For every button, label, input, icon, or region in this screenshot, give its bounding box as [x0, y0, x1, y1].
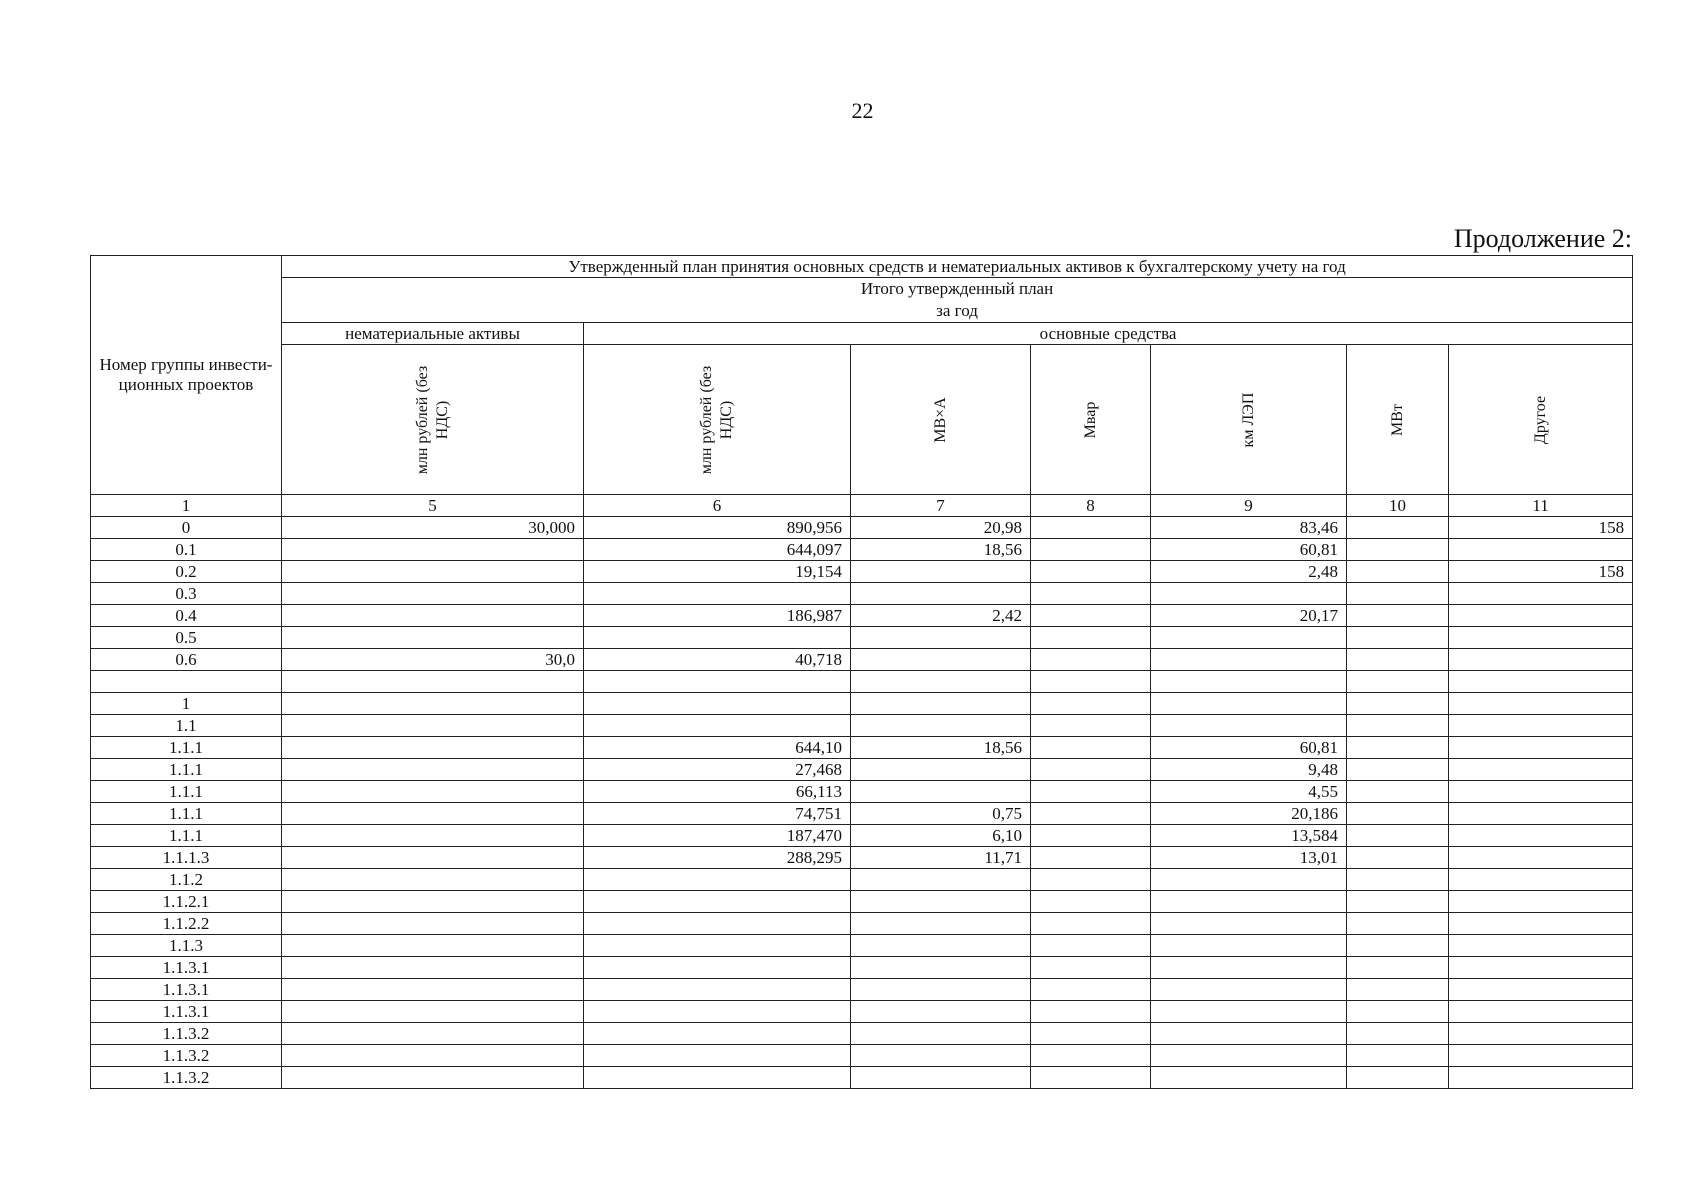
value-cell-c10: [1347, 1023, 1449, 1045]
value-cell-c7: [851, 913, 1031, 935]
value-cell-c6: 644,10: [584, 737, 851, 759]
value-cell-c6: 187,470: [584, 825, 851, 847]
value-cell-c5: [282, 1001, 584, 1023]
value-cell-c11: [1449, 605, 1633, 627]
unit-header-c11: [1449, 345, 1633, 495]
group-number-cell: 1.1.1: [91, 803, 282, 825]
header-row-categories: [91, 323, 1633, 345]
column-number: 7: [851, 495, 1031, 517]
group-number-cell: 1.1.3: [91, 935, 282, 957]
group-number-cell: 0.2: [91, 561, 282, 583]
value-cell-c10: [1347, 781, 1449, 803]
value-cell-c6: [584, 913, 851, 935]
table-row: [91, 847, 1633, 869]
value-cell-c8: [1031, 1023, 1151, 1045]
group-number-cell: 1.1.3.1: [91, 957, 282, 979]
value-cell-c5: [282, 1067, 584, 1089]
value-cell-c5: [282, 847, 584, 869]
value-cell-c11: [1449, 693, 1633, 715]
value-cell-c6: 74,751: [584, 803, 851, 825]
value-cell-c9: [1151, 1001, 1347, 1023]
value-cell-c9: [1151, 671, 1347, 693]
value-cell-c7: [851, 1045, 1031, 1067]
value-cell-c6: 288,295: [584, 847, 851, 869]
value-cell-c10: [1347, 693, 1449, 715]
value-cell-c8: [1031, 913, 1151, 935]
continuation-label: Продолжение 2:: [1453, 224, 1632, 253]
table-row: [91, 649, 1633, 671]
value-cell-c11: [1449, 539, 1633, 561]
value-cell-c8: [1031, 1045, 1151, 1067]
table-row: [91, 957, 1633, 979]
group-number-cell: [91, 671, 282, 693]
value-cell-c9: [1151, 979, 1347, 1001]
value-cell-c10: [1347, 649, 1449, 671]
value-cell-c5: [282, 715, 584, 737]
value-cell-c11: [1449, 869, 1633, 891]
value-cell-c11: [1449, 759, 1633, 781]
value-cell-c7: 6,10: [851, 825, 1031, 847]
group-number-cell: 1.1.1: [91, 759, 282, 781]
table-row: [91, 869, 1633, 891]
value-cell-c11: [1449, 1045, 1633, 1067]
value-cell-c11: [1449, 1023, 1633, 1045]
subtotal-header: [282, 278, 1633, 323]
table-row: [91, 1001, 1633, 1023]
group-number-cell: 1.1.3.1: [91, 979, 282, 1001]
value-cell-c10: [1347, 605, 1449, 627]
value-cell-c6: [584, 1045, 851, 1067]
value-cell-c9: 83,46: [1151, 517, 1347, 539]
value-cell-c10: [1347, 869, 1449, 891]
value-cell-c11: [1449, 737, 1633, 759]
value-cell-c6: [584, 671, 851, 693]
value-cell-c11: [1449, 781, 1633, 803]
unit-label: МВт: [1388, 403, 1406, 436]
value-cell-c5: [282, 627, 584, 649]
table-row: [91, 979, 1633, 1001]
subtotal-header-line2: за год: [936, 301, 978, 320]
group-number-cell: 1.1.3.2: [91, 1067, 282, 1089]
value-cell-c9: [1151, 869, 1347, 891]
group-number-cell: 0.4: [91, 605, 282, 627]
column-number: 10: [1347, 495, 1449, 517]
value-cell-c8: [1031, 737, 1151, 759]
value-cell-c8: [1031, 605, 1151, 627]
table-row: [91, 561, 1633, 583]
value-cell-c11: [1449, 671, 1633, 693]
table-row: [91, 605, 1633, 627]
value-cell-c10: [1347, 803, 1449, 825]
value-cell-c7: 18,56: [851, 539, 1031, 561]
value-cell-c6: [584, 1023, 851, 1045]
value-cell-c8: [1031, 957, 1151, 979]
value-cell-c6: 890,956: [584, 517, 851, 539]
value-cell-c10: [1347, 935, 1449, 957]
value-cell-c11: [1449, 1067, 1633, 1089]
value-cell-c6: [584, 935, 851, 957]
main-header: Утвержденный план принятия основных средств и нематериальных активов к бухгалтерскому учету на год: [282, 256, 1633, 278]
value-cell-c10: [1347, 825, 1449, 847]
value-cell-c9: 60,81: [1151, 539, 1347, 561]
value-cell-c6: 644,097: [584, 539, 851, 561]
header-row-main: [91, 256, 1633, 278]
value-cell-c7: [851, 715, 1031, 737]
group-number-cell: 1.1.3.2: [91, 1045, 282, 1067]
value-cell-c9: [1151, 627, 1347, 649]
value-cell-c5: [282, 935, 584, 957]
value-cell-c7: 20,98: [851, 517, 1031, 539]
group-number-cell: 0.6: [91, 649, 282, 671]
unit-label: км ЛЭП: [1239, 392, 1257, 447]
unit-label: млн рублей (без НДС): [698, 365, 735, 474]
value-cell-c10: [1347, 517, 1449, 539]
value-cell-c8: [1031, 825, 1151, 847]
value-cell-c10: [1347, 759, 1449, 781]
value-cell-c5: [282, 583, 584, 605]
unit-header-c5: [282, 345, 584, 495]
value-cell-c7: [851, 869, 1031, 891]
table-row: [91, 715, 1633, 737]
table-row: [91, 517, 1633, 539]
value-cell-c9: [1151, 891, 1347, 913]
group-number-cell: 0: [91, 517, 282, 539]
value-cell-c7: [851, 979, 1031, 1001]
unit-label: млн рублей (без НДС): [413, 365, 451, 474]
value-cell-c11: [1449, 583, 1633, 605]
value-cell-c8: [1031, 1067, 1151, 1089]
value-cell-c9: 13,584: [1151, 825, 1347, 847]
group-number-cell: 1: [91, 693, 282, 715]
table-row: [91, 737, 1633, 759]
value-cell-c10: [1347, 671, 1449, 693]
column-number: 1: [91, 495, 282, 517]
value-cell-c8: [1031, 759, 1151, 781]
value-cell-c5: [282, 803, 584, 825]
header-row-subtotal: [91, 278, 1633, 323]
value-cell-c10: [1347, 561, 1449, 583]
value-cell-c7: [851, 759, 1031, 781]
value-cell-c9: [1151, 935, 1347, 957]
value-cell-c9: 13,01: [1151, 847, 1347, 869]
value-cell-c7: 11,71: [851, 847, 1031, 869]
table-row: [91, 693, 1633, 715]
value-cell-c6: 186,987: [584, 605, 851, 627]
table-row: [91, 825, 1633, 847]
value-cell-c5: [282, 671, 584, 693]
value-cell-c6: [584, 693, 851, 715]
value-cell-c10: [1347, 1067, 1449, 1089]
value-cell-c10: [1347, 847, 1449, 869]
value-cell-c11: [1449, 825, 1633, 847]
value-cell-c5: [282, 561, 584, 583]
value-cell-c9: [1151, 913, 1347, 935]
value-cell-c10: [1347, 913, 1449, 935]
table-row: [91, 781, 1633, 803]
value-cell-c9: [1151, 715, 1347, 737]
value-cell-c9: [1151, 1067, 1347, 1089]
group-number-cell: 1.1.2.1: [91, 891, 282, 913]
value-cell-c6: 27,468: [584, 759, 851, 781]
table-row: [91, 539, 1633, 561]
value-cell-c10: [1347, 737, 1449, 759]
value-cell-c5: [282, 737, 584, 759]
value-cell-c8: [1031, 781, 1151, 803]
group-number-cell: 1.1.2.2: [91, 913, 282, 935]
value-cell-c11: [1449, 957, 1633, 979]
unit-label: Мвар: [1081, 401, 1099, 438]
investment-plan-table: [90, 255, 1633, 1089]
value-cell-c11: [1449, 935, 1633, 957]
group-number-cell: 1.1.1: [91, 781, 282, 803]
value-cell-c5: 30,000: [282, 517, 584, 539]
value-cell-c8: [1031, 693, 1151, 715]
intangible-assets-header: нематериальные активы: [282, 323, 584, 345]
unit-header-c9: [1151, 345, 1347, 495]
value-cell-c5: [282, 825, 584, 847]
value-cell-c7: [851, 781, 1031, 803]
value-cell-c9: [1151, 1045, 1347, 1067]
group-number-cell: 1.1: [91, 715, 282, 737]
value-cell-c7: 2,42: [851, 605, 1031, 627]
value-cell-c6: 40,718: [584, 649, 851, 671]
value-cell-c10: [1347, 1001, 1449, 1023]
value-cell-c7: [851, 649, 1031, 671]
value-cell-c5: [282, 979, 584, 1001]
value-cell-c5: [282, 957, 584, 979]
value-cell-c7: [851, 693, 1031, 715]
value-cell-c8: [1031, 979, 1151, 1001]
value-cell-c8: [1031, 539, 1151, 561]
value-cell-c9: 9,48: [1151, 759, 1347, 781]
unit-header-c8: [1031, 345, 1151, 495]
value-cell-c8: [1031, 583, 1151, 605]
value-cell-c7: 0,75: [851, 803, 1031, 825]
value-cell-c5: [282, 1045, 584, 1067]
value-cell-c11: [1449, 913, 1633, 935]
value-cell-c11: [1449, 847, 1633, 869]
value-cell-c9: [1151, 1023, 1347, 1045]
value-cell-c6: [584, 715, 851, 737]
value-cell-c10: [1347, 539, 1449, 561]
value-cell-c5: [282, 869, 584, 891]
table-row: [91, 803, 1633, 825]
value-cell-c5: [282, 759, 584, 781]
value-cell-c6: [584, 957, 851, 979]
value-cell-c9: 60,81: [1151, 737, 1347, 759]
table-row: [91, 1067, 1633, 1089]
unit-header-c10: [1347, 345, 1449, 495]
group-number-cell: 0.3: [91, 583, 282, 605]
value-cell-c11: 158: [1449, 517, 1633, 539]
value-cell-c7: [851, 1023, 1031, 1045]
table-row: [91, 671, 1633, 693]
table-row: [91, 913, 1633, 935]
value-cell-c8: [1031, 627, 1151, 649]
group-number-cell: 1.1.1: [91, 737, 282, 759]
group-number-cell: 0.5: [91, 627, 282, 649]
value-cell-c6: [584, 979, 851, 1001]
value-cell-c6: [584, 627, 851, 649]
value-cell-c8: [1031, 561, 1151, 583]
value-cell-c6: 66,113: [584, 781, 851, 803]
value-cell-c8: [1031, 649, 1151, 671]
value-cell-c10: [1347, 891, 1449, 913]
group-number-cell: 0.1: [91, 539, 282, 561]
value-cell-c11: [1449, 803, 1633, 825]
column-number: 6: [584, 495, 851, 517]
value-cell-c8: [1031, 935, 1151, 957]
value-cell-c11: [1449, 1001, 1633, 1023]
value-cell-c7: [851, 1001, 1031, 1023]
table-row: [91, 1045, 1633, 1067]
value-cell-c7: [851, 935, 1031, 957]
value-cell-c5: [282, 913, 584, 935]
value-cell-c5: 30,0: [282, 649, 584, 671]
value-cell-c11: [1449, 649, 1633, 671]
value-cell-c5: [282, 539, 584, 561]
value-cell-c8: [1031, 803, 1151, 825]
value-cell-c8: [1031, 517, 1151, 539]
unit-header-c7: [851, 345, 1031, 495]
value-cell-c9: 20,17: [1151, 605, 1347, 627]
value-cell-c11: [1449, 891, 1633, 913]
value-cell-c9: [1151, 583, 1347, 605]
subtotal-header-line1: Итого утвержденный план: [860, 279, 1054, 298]
value-cell-c7: [851, 957, 1031, 979]
value-cell-c9: 20,186: [1151, 803, 1347, 825]
value-cell-c9: 4,55: [1151, 781, 1347, 803]
value-cell-c7: [851, 561, 1031, 583]
value-cell-c8: [1031, 847, 1151, 869]
value-cell-c9: [1151, 649, 1347, 671]
value-cell-c6: [584, 1067, 851, 1089]
value-cell-c9: [1151, 693, 1347, 715]
value-cell-c10: [1347, 715, 1449, 737]
column-number-row: [91, 495, 1633, 517]
value-cell-c9: 2,48: [1151, 561, 1347, 583]
value-cell-c9: [1151, 957, 1347, 979]
column-number: 5: [282, 495, 584, 517]
value-cell-c5: [282, 891, 584, 913]
value-cell-c6: [584, 1001, 851, 1023]
value-cell-c7: [851, 671, 1031, 693]
value-cell-c7: [851, 891, 1031, 913]
value-cell-c6: 19,154: [584, 561, 851, 583]
group-column-header: Номер группы инвести-ционных проектов: [91, 256, 282, 495]
page-number: 22: [851, 98, 874, 123]
group-number-cell: 1.1.2: [91, 869, 282, 891]
value-cell-c5: [282, 693, 584, 715]
value-cell-c7: [851, 627, 1031, 649]
table-row: [91, 627, 1633, 649]
value-cell-c11: [1449, 715, 1633, 737]
group-number-cell: 1.1.1.3: [91, 847, 282, 869]
value-cell-c11: 158: [1449, 561, 1633, 583]
group-number-cell: 1.1.3.2: [91, 1023, 282, 1045]
value-cell-c6: [584, 583, 851, 605]
fixed-assets-header: основные средства: [584, 323, 1633, 345]
unit-header-c6: [584, 345, 851, 495]
value-cell-c7: [851, 583, 1031, 605]
header-row-units: [91, 345, 1633, 495]
value-cell-c5: [282, 1023, 584, 1045]
table-row: [91, 1023, 1633, 1045]
value-cell-c7: 18,56: [851, 737, 1031, 759]
value-cell-c8: [1031, 671, 1151, 693]
table-row: [91, 759, 1633, 781]
value-cell-c11: [1449, 627, 1633, 649]
unit-label: Другое: [1531, 395, 1549, 444]
value-cell-c10: [1347, 957, 1449, 979]
value-cell-c8: [1031, 869, 1151, 891]
value-cell-c6: [584, 869, 851, 891]
value-cell-c7: [851, 1067, 1031, 1089]
value-cell-c10: [1347, 979, 1449, 1001]
group-number-cell: 1.1.1: [91, 825, 282, 847]
table-row: [91, 891, 1633, 913]
unit-label: МВ×А: [931, 396, 949, 443]
value-cell-c10: [1347, 1045, 1449, 1067]
value-cell-c5: [282, 781, 584, 803]
value-cell-c10: [1347, 627, 1449, 649]
value-cell-c8: [1031, 715, 1151, 737]
value-cell-c6: [584, 891, 851, 913]
table-row: [91, 935, 1633, 957]
value-cell-c8: [1031, 1001, 1151, 1023]
table-row: [91, 583, 1633, 605]
column-number: 11: [1449, 495, 1633, 517]
column-number: 9: [1151, 495, 1347, 517]
column-number: 8: [1031, 495, 1151, 517]
value-cell-c10: [1347, 583, 1449, 605]
group-number-cell: 1.1.3.1: [91, 1001, 282, 1023]
value-cell-c5: [282, 605, 584, 627]
value-cell-c8: [1031, 891, 1151, 913]
value-cell-c11: [1449, 979, 1633, 1001]
